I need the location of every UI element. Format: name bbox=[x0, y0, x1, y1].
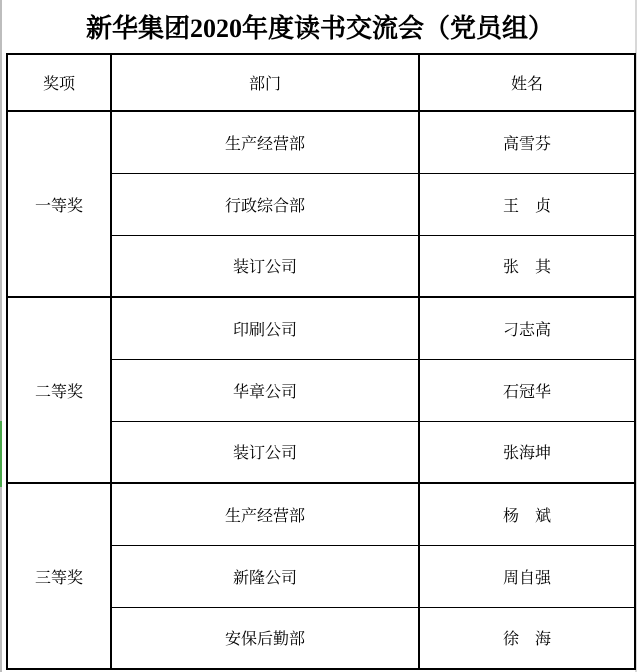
table-row bbox=[7, 111, 635, 173]
cell-prize: 二等奖 bbox=[7, 297, 111, 483]
cell-dept: 新隆公司 bbox=[111, 545, 419, 607]
cell-dept: 华章公司 bbox=[111, 359, 419, 421]
document-sheet bbox=[6, 0, 634, 670]
cell-name: 张 其 bbox=[419, 235, 635, 297]
cell-dept: 装订公司 bbox=[111, 421, 419, 483]
header-prize: 奖项 bbox=[7, 54, 111, 111]
header-name: 姓名 bbox=[419, 54, 635, 111]
cell-dept: 印刷公司 bbox=[111, 297, 419, 359]
cell-name: 徐 海 bbox=[419, 607, 635, 669]
cell-prize: 一等奖 bbox=[7, 111, 111, 297]
header-row bbox=[7, 54, 635, 111]
cell-name: 王 贞 bbox=[419, 173, 635, 235]
cell-name: 周自强 bbox=[419, 545, 635, 607]
header-dept: 部门 bbox=[111, 54, 419, 111]
row-selection-indicator bbox=[0, 421, 2, 487]
cell-prize: 三等奖 bbox=[7, 483, 111, 669]
cell-name: 刁志高 bbox=[419, 297, 635, 359]
cell-dept: 安保后勤部 bbox=[111, 607, 419, 669]
window-left-edge bbox=[0, 0, 2, 672]
cell-name: 石冠华 bbox=[419, 359, 635, 421]
cell-name: 高雪芬 bbox=[419, 111, 635, 173]
table-row bbox=[7, 483, 635, 545]
cell-name: 张海坤 bbox=[419, 421, 635, 483]
page-title: 新华集团2020年度读书交流会（党员组） bbox=[85, 14, 554, 43]
cell-dept: 装订公司 bbox=[111, 235, 419, 297]
cell-dept: 行政综合部 bbox=[111, 173, 419, 235]
cell-dept: 生产经营部 bbox=[111, 111, 419, 173]
table-row bbox=[7, 297, 635, 359]
award-table bbox=[6, 53, 636, 670]
cell-name: 杨 斌 bbox=[419, 483, 635, 545]
cell-dept: 生产经营部 bbox=[111, 483, 419, 545]
